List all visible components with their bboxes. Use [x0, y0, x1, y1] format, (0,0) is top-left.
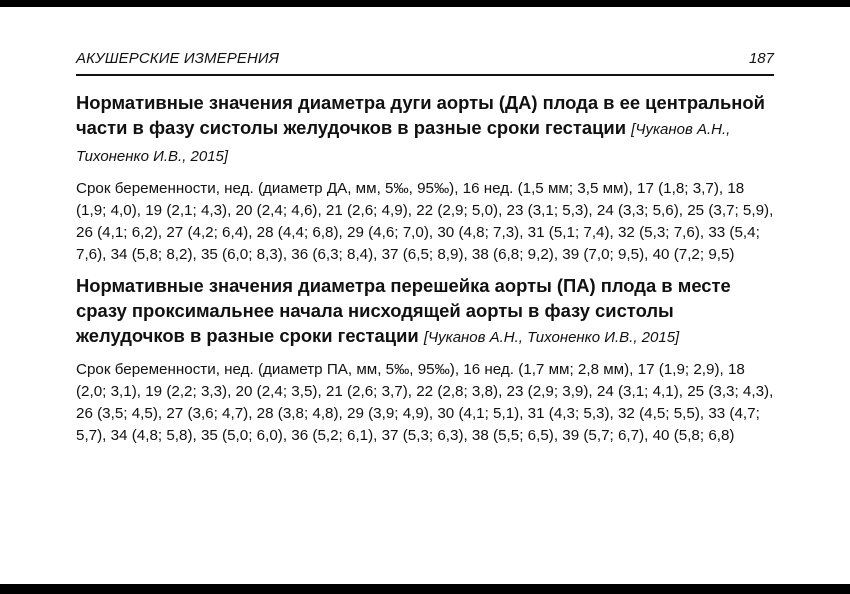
- page-content: [76, 90, 776, 454]
- section-heading: [76, 273, 776, 350]
- page-number: 187: [748, 50, 774, 67]
- section-heading: [76, 90, 776, 169]
- section-heading-text: Нормативные значения диаметра дуги аорты (ДА) плода в ее центральной части в фазу систолы желудочков в разные сроки гестации: [76, 92, 765, 138]
- section-heading-text: Нормативные значения диаметра перешейка аорты (ПА) плода в месте сразу проксимальнее начала нисходящей аорты в фазу систолы желудочков в разные сроки гестации: [76, 275, 731, 346]
- section-body: Срок беременности, нед. (диаметр ПА, мм, 5‰, 95‰), 16 нед. (1,7 мм; 2,8 мм), 17 (1,9; 2,9), 18 (2,0; 3,1), 19 (2,2; 3,3), 20 (2,4; 3,5), 21 (2,6; 3,7), 22 (2,8; 3,8), 23 (2,9; 3,9), 24 (3,1; 4,1), 25 (3,3; 4,3), 26 (3,5; 4,5), 27 (3,6; 4,7), 28 (3,8; 4,8), 29 (3,9; 4,9), 30 (4,1; 5,1), 31 (4,3; 5,3), 32 (4,5; 5,5), 33 (4,7; 5,7), 34 (4,8; 5,8), 35 (5,0; 6,0), 36 (5,2; 6,1), 37 (5,3; 6,3), 38 (5,5; 6,5), 39 (5,7; 6,7), 40 (5,8; 6,8): [76, 361, 774, 444]
- section-body: Срок беременности, нед. (диаметр ДА, мм, 5‰, 95‰), 16 нед. (1,5 мм; 3,5 мм), 17 (1,8; 3,7), 18 (1,9; 4,0), 19 (2,1; 4,3), 20 (2,4; 4,6), 21 (2,6; 4,9), 22 (2,9; 5,0), 23 (3,1; 5,3), 24 (3,3; 5,6), 25 (3,7; 5,9), 26 (4,1; 6,2), 27 (4,2; 6,4), 28 (4,4; 6,8), 29 (4,6; 7,0), 30 (4,8; 7,3), 31 (5,1; 7,4), 32 (5,3; 7,6), 33 (5,4; 7,6), 34 (5,8; 8,2), 35 (6,0; 8,3), 36 (6,3; 8,4), 37 (6,5; 8,9), 38 (6,8; 9,2), 39 (7,0; 9,5), 40 (7,2; 9,5): [76, 180, 774, 263]
- section-aortic-arch: [76, 90, 776, 266]
- citation: [Чуканов А.Н., Тихоненко И.В., 2015]: [76, 121, 731, 165]
- book-page: [0, 7, 850, 584]
- running-title: АКУШЕРСКИЕ ИЗМЕРЕНИЯ: [76, 50, 280, 67]
- section-aortic-isthmus: [76, 273, 776, 447]
- citation: [Чуканов А.Н., Тихоненко И.В., 2015]: [423, 329, 680, 346]
- running-header: [76, 50, 774, 76]
